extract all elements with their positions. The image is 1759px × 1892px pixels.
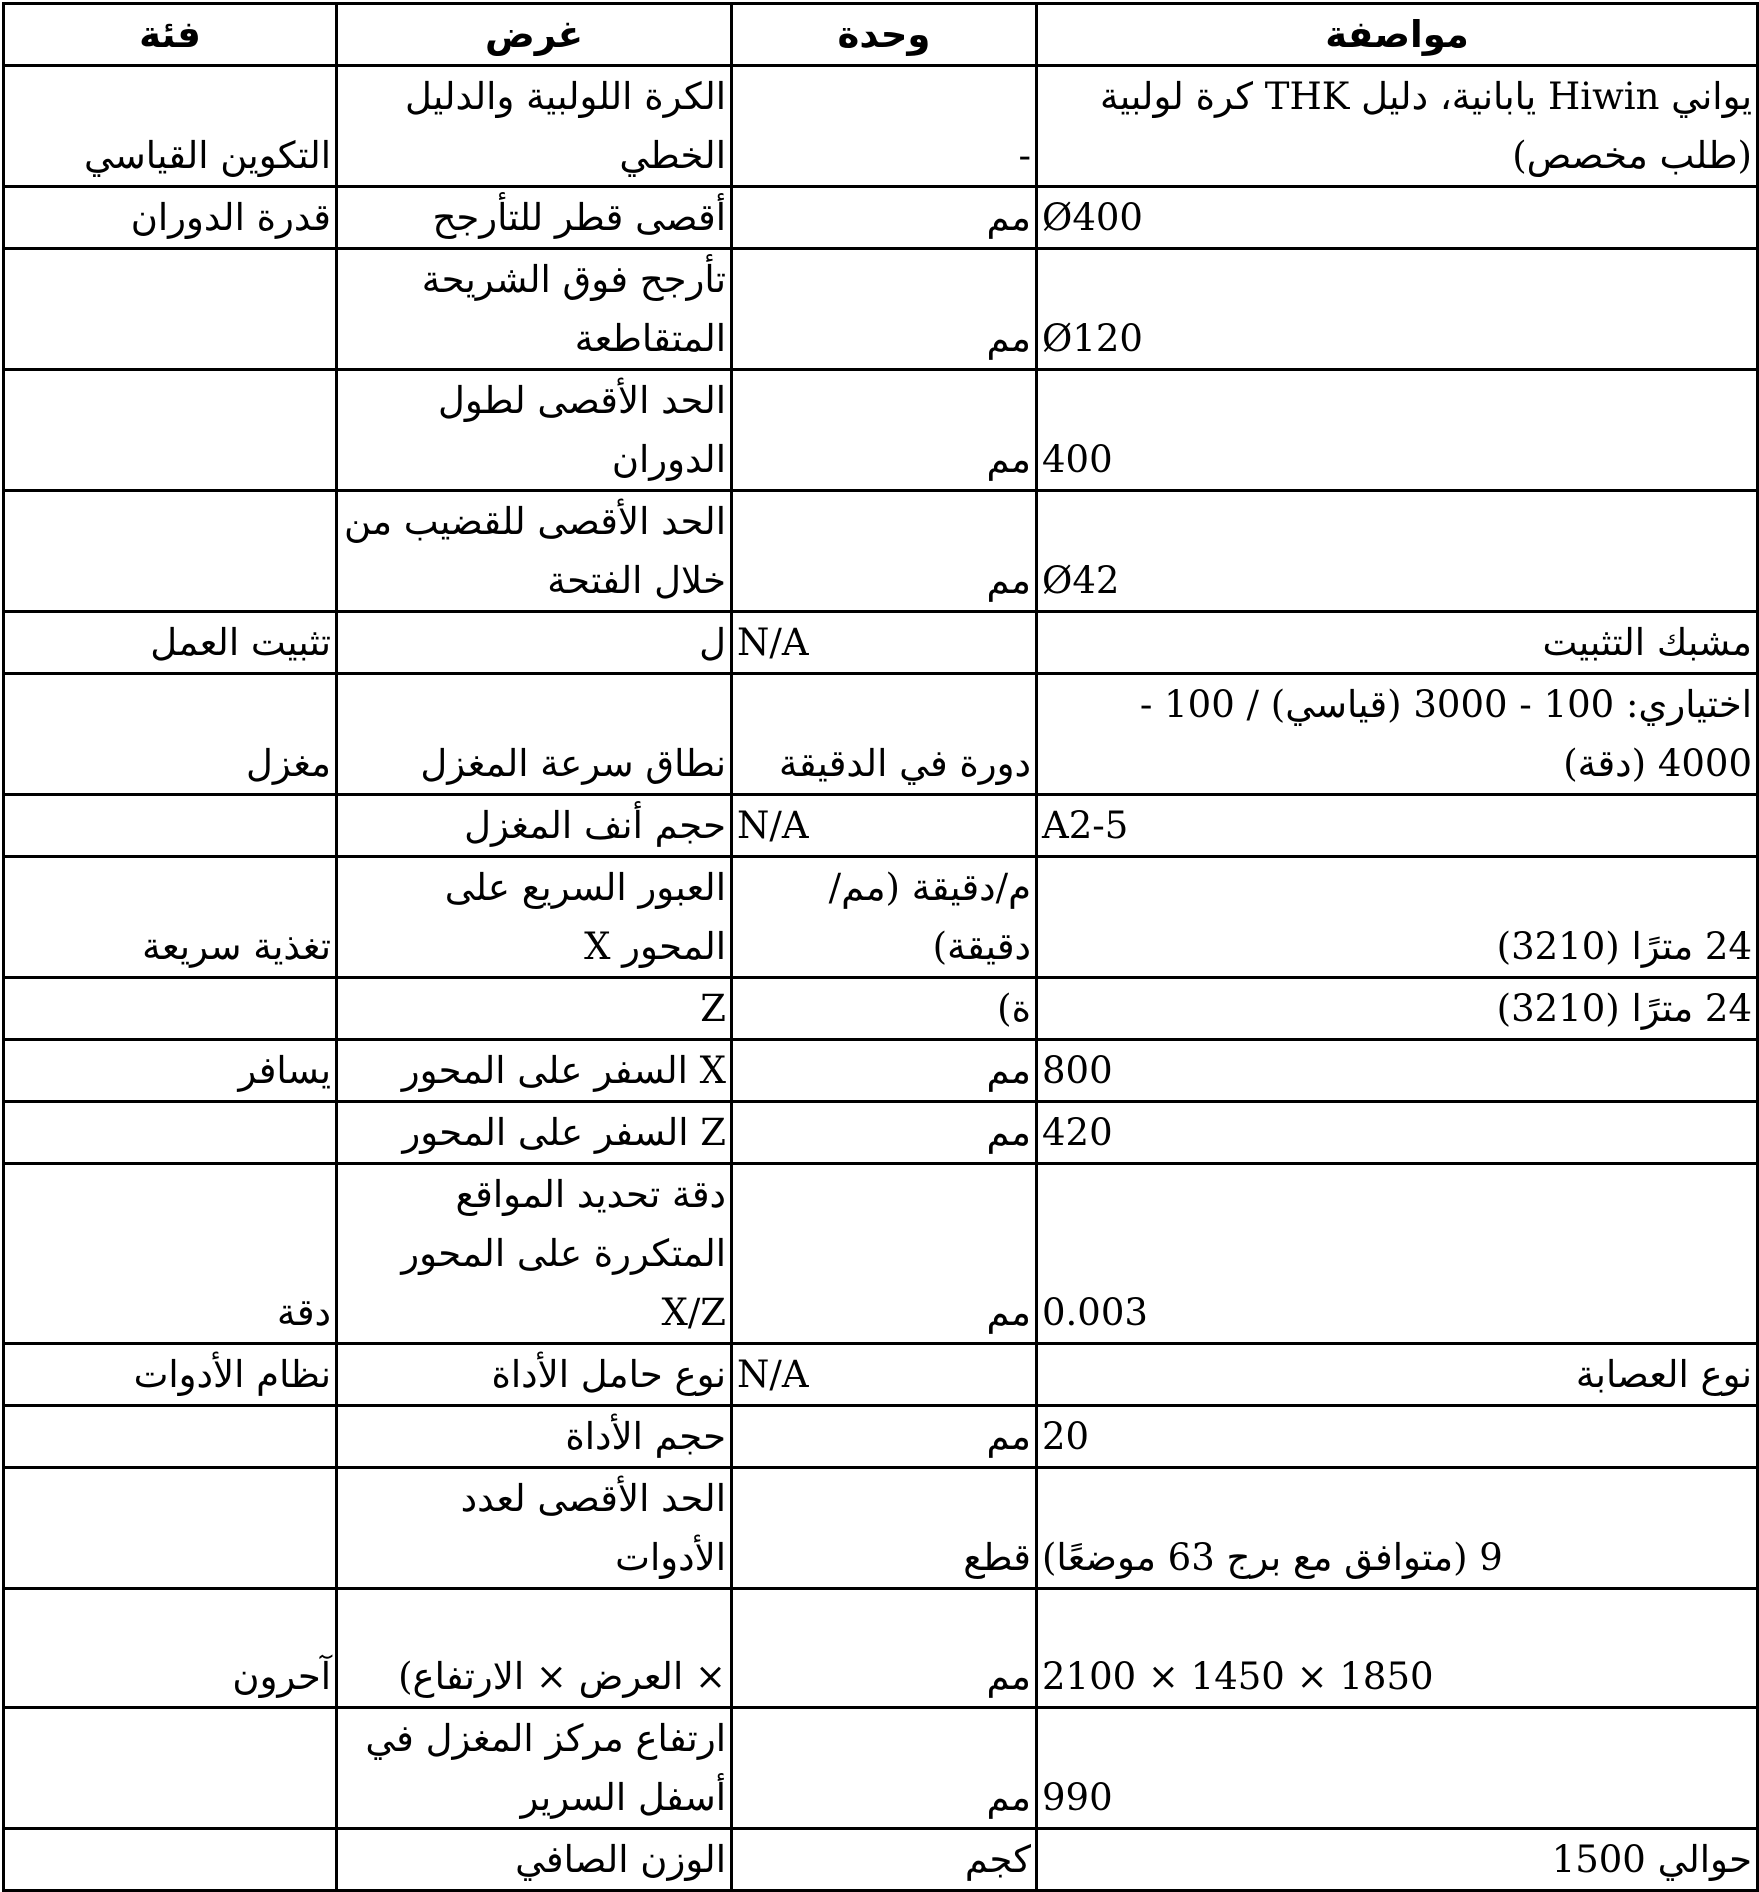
cell-purpose: الحد الأقصى لعدد الأدوات [337,1468,732,1589]
cell-unit: مم [732,491,1037,612]
header-spec: مواصفة [1037,4,1758,66]
cell-purpose: الحد الأقصى للقضيب من خلال الفتحة [337,491,732,612]
cell-category [4,1708,337,1829]
table-row [4,1102,1758,1164]
cell-purpose: Z السفر على المحور [337,1102,732,1164]
cell-unit: مم [732,1040,1037,1102]
cell-category [4,491,337,612]
cell-purpose: الكرة اللولبية والدليل الخطي [337,66,732,187]
cell-purpose: Z [337,978,732,1040]
cell-category: آحرون [4,1589,337,1708]
cell-category [4,1829,337,1891]
cell-purpose: الوزن الصافي [337,1829,732,1891]
cell-unit: مم [732,1102,1037,1164]
cell-unit: قطع [732,1468,1037,1589]
cell-purpose: × العرض × الارتفاع) [337,1589,732,1708]
cell-unit: مم [732,1708,1037,1829]
cell-purpose: ارتفاع مركز المغزل في أسفل السرير [337,1708,732,1829]
cell-spec: 420 [1037,1102,1758,1164]
cell-unit: - [732,66,1037,187]
cell-category [4,1102,337,1164]
header-purpose: غرض [337,4,732,66]
cell-purpose: دقة تحديد المواقع المتكررة على المحور X/Z [337,1164,732,1344]
cell-category: تثبيت العمل [4,612,337,674]
cell-unit: مم [732,370,1037,491]
cell-unit: N/A [732,612,1037,674]
cell-unit: مم [732,187,1037,249]
cell-spec: 20 [1037,1406,1758,1468]
cell-unit: م/دقيقة (مم/دقيقة) [732,857,1037,978]
table-row [4,1589,1758,1708]
cell-spec: 24 مترًا (3210) [1037,857,1758,978]
cell-purpose: العبور السريع على المحور X [337,857,732,978]
cell-unit: مم [732,249,1037,370]
table-row [4,187,1758,249]
header-row [4,4,1758,66]
cell-spec: Ø42 [1037,491,1758,612]
cell-spec: 9 (متوافق مع برج 63 موضعًا) [1037,1468,1758,1589]
header-category: فئة [4,4,337,66]
cell-spec: نوع العصابة [1037,1344,1758,1406]
cell-purpose: أقصى قطر للتأرجح [337,187,732,249]
table-row [4,1040,1758,1102]
cell-spec: حوالي 1500 [1037,1829,1758,1891]
cell-spec: 800 [1037,1040,1758,1102]
table-row [4,795,1758,857]
cell-unit: دورة في الدقيقة [732,674,1037,795]
cell-purpose: حجم أنف المغزل [337,795,732,857]
cell-unit: مم [732,1589,1037,1708]
cell-unit: ة) [732,978,1037,1040]
table-row [4,66,1758,187]
cell-spec: 2100 × 1450 × 1850 [1037,1589,1758,1708]
cell-category: قدرة الدوران [4,187,337,249]
spec-table [2,2,1759,1892]
header-unit: وحدة [732,4,1037,66]
table-row [4,612,1758,674]
cell-unit: مم [732,1406,1037,1468]
table-row [4,491,1758,612]
cell-spec: 24 مترًا (3210) [1037,978,1758,1040]
cell-spec: Ø120 [1037,249,1758,370]
table-row [4,1344,1758,1406]
table-row [4,1708,1758,1829]
table-row [4,1406,1758,1468]
cell-category [4,978,337,1040]
cell-purpose: الحد الأقصى لطول الدوران [337,370,732,491]
cell-category: نظام الأدوات [4,1344,337,1406]
cell-category [4,249,337,370]
table-row [4,978,1758,1040]
cell-purpose: حجم الأداة [337,1406,732,1468]
cell-category: يسافر [4,1040,337,1102]
cell-purpose: X السفر على المحور [337,1040,732,1102]
cell-spec: 990 [1037,1708,1758,1829]
cell-category [4,370,337,491]
cell-purpose: نطاق سرعة المغزل [337,674,732,795]
cell-spec: اختياري: 100 - 3000 (قياسي) / 100 - 4000 (دقة) [1037,674,1758,795]
cell-category [4,795,337,857]
cell-spec: Ø400 [1037,187,1758,249]
cell-purpose: ل [337,612,732,674]
table-row [4,370,1758,491]
cell-category [4,1468,337,1589]
cell-spec: A2-5 [1037,795,1758,857]
cell-purpose: تأرجح فوق الشريحة المتقاطعة [337,249,732,370]
cell-spec: 400 [1037,370,1758,491]
cell-category [4,1406,337,1468]
table-row [4,1468,1758,1589]
cell-spec: مشبك التثبيت [1037,612,1758,674]
cell-category: دقة [4,1164,337,1344]
table-row [4,249,1758,370]
cell-unit: N/A [732,1344,1037,1406]
table-row [4,857,1758,978]
cell-spec: يواني Hiwin يابانية، دليل THK كرة لولبية (طلب مخصص) [1037,66,1758,187]
cell-category: التكوين القياسي [4,66,337,187]
cell-unit: مم [732,1164,1037,1344]
cell-unit: N/A [732,795,1037,857]
cell-spec: 0.003 [1037,1164,1758,1344]
cell-unit: كجم [732,1829,1037,1891]
cell-purpose: نوع حامل الأداة [337,1344,732,1406]
table-row [4,1164,1758,1344]
table-row [4,674,1758,795]
cell-category: مغزل [4,674,337,795]
cell-category: تغذية سريعة [4,857,337,978]
table-row [4,1829,1758,1891]
